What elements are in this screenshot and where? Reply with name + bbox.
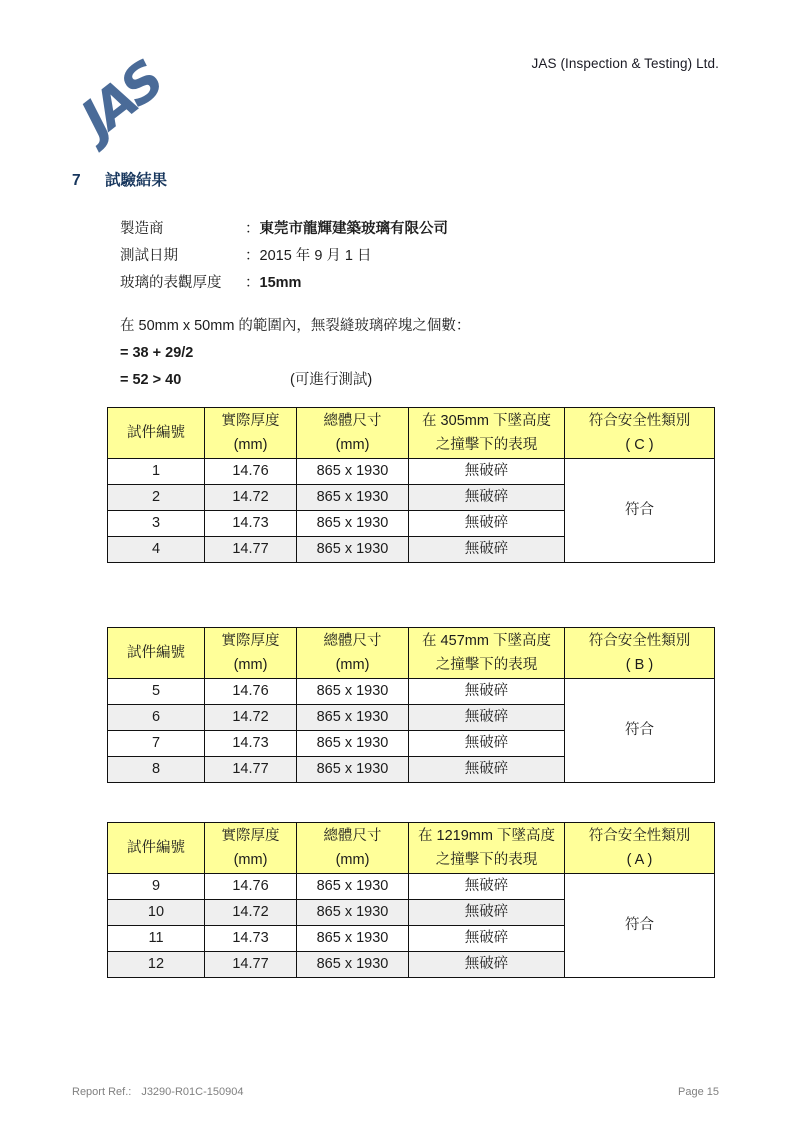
cell-thickness: 14.76 [205, 679, 297, 705]
cell-size: 865 x 1930 [297, 731, 409, 757]
col-header-safety-category: 符合安全性類別 ( A ) [565, 823, 715, 874]
col-header-impact-performance: 在 1219mm 下墜高度 之撞擊下的表現 [409, 823, 565, 874]
col-header-overall-size: 總體尺寸 (mm) [297, 628, 409, 679]
cell-result: 無破碎 [409, 679, 565, 705]
cell-specimen-no: 1 [108, 459, 205, 485]
cell-size: 865 x 1930 [297, 679, 409, 705]
cell-thickness: 14.77 [205, 757, 297, 783]
table-header-row [108, 628, 715, 679]
cell-specimen-no: 3 [108, 511, 205, 537]
cell-specimen-no: 7 [108, 731, 205, 757]
cell-result: 無破碎 [409, 537, 565, 563]
col-header-actual-thickness: 實際厚度 (mm) [205, 823, 297, 874]
report-ref-value: J3290-R01C-150904 [141, 1086, 244, 1098]
cell-size: 865 x 1930 [297, 459, 409, 485]
company-name: JAS (Inspection & Testing) Ltd. [531, 56, 719, 71]
cell-result: 無破碎 [409, 900, 565, 926]
section-heading [72, 168, 167, 190]
cell-result: 無破碎 [409, 459, 565, 485]
info-label: 測試日期 [120, 248, 178, 264]
footer-report-ref [72, 1086, 243, 1098]
jas-logo [56, 44, 186, 154]
info-label: 玻璃的表觀厚度 [120, 275, 222, 291]
col-header-actual-thickness: 實際厚度 (mm) [205, 408, 297, 459]
result-table-457mm [107, 627, 715, 783]
cell-size: 865 x 1930 [297, 900, 409, 926]
info-label: 製造商 [120, 221, 164, 237]
footer-page-number: Page 15 [678, 1086, 719, 1098]
cell-size: 865 x 1930 [297, 874, 409, 900]
info-colon: ： [245, 248, 260, 264]
jas-logo-text: JAS [70, 51, 173, 150]
fragment-count-comparison: = 52 > 40 [120, 372, 182, 388]
cell-specimen-no: 10 [108, 900, 205, 926]
fragment-count-note: (可進行測試) [290, 372, 373, 388]
cell-specimen-no: 12 [108, 952, 205, 978]
fragment-count-paragraph [120, 313, 470, 394]
cell-specimen-no: 4 [108, 537, 205, 563]
col-header-specimen-no: 試件編號 [108, 823, 205, 874]
cell-size: 865 x 1930 [297, 757, 409, 783]
fragment-count-calculation: = 38 + 29/2 [120, 345, 194, 361]
cell-size: 865 x 1930 [297, 511, 409, 537]
info-block [120, 216, 448, 297]
table-row [108, 679, 715, 705]
cell-size: 865 x 1930 [297, 705, 409, 731]
table-header-row [108, 408, 715, 459]
cell-result: 無破碎 [409, 926, 565, 952]
cell-specimen-no: 9 [108, 874, 205, 900]
table-header-row [108, 823, 715, 874]
cell-thickness: 14.76 [205, 874, 297, 900]
cell-thickness: 14.73 [205, 731, 297, 757]
info-value: 2015 年 9 月 1 日 [259, 248, 372, 264]
cell-compliance: 符合 [565, 459, 715, 563]
cell-result: 無破碎 [409, 511, 565, 537]
col-header-overall-size: 總體尺寸 (mm) [297, 408, 409, 459]
fragment-count-statement: 在 50mm x 50mm 的範圍內，無裂縫玻璃碎塊之個數： [120, 318, 471, 334]
cell-specimen-no: 5 [108, 679, 205, 705]
col-header-overall-size: 總體尺寸 (mm) [297, 823, 409, 874]
cell-result: 無破碎 [409, 874, 565, 900]
result-table-1219mm [107, 822, 715, 978]
cell-thickness: 14.77 [205, 537, 297, 563]
info-colon: ： [245, 221, 260, 237]
cell-specimen-no: 8 [108, 757, 205, 783]
cell-size: 865 x 1930 [297, 485, 409, 511]
col-header-safety-category: 符合安全性類別 ( C ) [565, 408, 715, 459]
col-header-specimen-no: 試件編號 [108, 408, 205, 459]
info-row-test-date [120, 243, 448, 270]
cell-size: 865 x 1930 [297, 926, 409, 952]
table-row [108, 874, 715, 900]
cell-size: 865 x 1930 [297, 952, 409, 978]
info-colon: ： [245, 275, 260, 291]
cell-result: 無破碎 [409, 952, 565, 978]
info-row-manufacturer [120, 216, 448, 243]
cell-thickness: 14.77 [205, 952, 297, 978]
cell-thickness: 14.73 [205, 926, 297, 952]
cell-thickness: 14.76 [205, 459, 297, 485]
col-header-impact-performance: 在 305mm 下墜高度 之撞擊下的表現 [409, 408, 565, 459]
cell-thickness: 14.72 [205, 485, 297, 511]
result-table-305mm [107, 407, 715, 563]
info-value: 15mm [259, 275, 302, 291]
cell-thickness: 14.72 [205, 900, 297, 926]
col-header-actual-thickness: 實際厚度 (mm) [205, 628, 297, 679]
cell-thickness: 14.72 [205, 705, 297, 731]
cell-result: 無破碎 [409, 485, 565, 511]
cell-compliance: 符合 [565, 874, 715, 978]
info-row-glass-thickness [120, 270, 448, 297]
cell-result: 無破碎 [409, 757, 565, 783]
section-number: 7 [72, 172, 81, 189]
jas-logo-icon [56, 44, 186, 154]
cell-result: 無破碎 [409, 705, 565, 731]
col-header-specimen-no: 試件編號 [108, 628, 205, 679]
section-title: 試驗結果 [105, 172, 168, 189]
cell-compliance: 符合 [565, 679, 715, 783]
report-ref-label: Report Ref.: [72, 1086, 132, 1098]
col-header-impact-performance: 在 457mm 下墜高度 之撞擊下的表現 [409, 628, 565, 679]
table-row [108, 459, 715, 485]
cell-specimen-no: 2 [108, 485, 205, 511]
info-value: 東莞市龍輝建築玻璃有限公司 [259, 221, 448, 237]
col-header-safety-category: 符合安全性類別 ( B ) [565, 628, 715, 679]
cell-specimen-no: 6 [108, 705, 205, 731]
cell-specimen-no: 11 [108, 926, 205, 952]
cell-result: 無破碎 [409, 731, 565, 757]
cell-thickness: 14.73 [205, 511, 297, 537]
fragment-count-result [120, 367, 470, 394]
cell-size: 865 x 1930 [297, 537, 409, 563]
